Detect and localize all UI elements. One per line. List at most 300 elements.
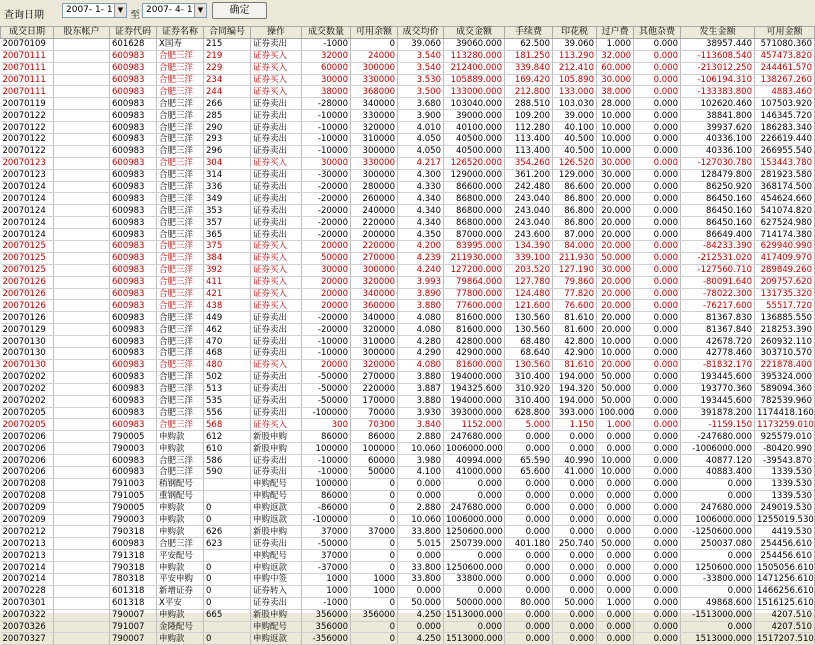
table-cell: 600983 [110,145,157,157]
table-cell: 0 [204,597,251,609]
table-row[interactable] [1,490,815,502]
table-cell: 0.000 [634,181,681,193]
table-cell: 0.000 [553,431,597,443]
table-cell: 3.887 [398,383,444,395]
table-cell: 0.000 [634,407,681,419]
column-header[interactable]: 过户费 [597,27,634,39]
table-cell: 20070125 [1,241,54,253]
table-cell: 20070124 [1,193,54,205]
table-cell: 296 [204,145,251,157]
table-cell: 260932.110 [755,336,815,348]
table-cell: 4883.460 [755,86,815,98]
query-toolbar [0,0,814,24]
table-row[interactable] [1,241,815,253]
table-cell: 1173259.010 [755,419,815,431]
table-cell: 合肥三洋 [157,312,204,324]
table-cell [54,145,110,157]
table-cell: 4.100 [398,466,444,478]
table-cell: 3.540 [398,62,444,74]
table-cell: 1513000.000 [444,633,505,645]
table-row[interactable] [1,50,815,62]
table-cell: 384 [204,252,251,264]
table-cell: 0.000 [634,241,681,253]
table-cell: 20070130 [1,359,54,371]
table-cell: 127.190 [553,264,597,276]
table-cell: 193770.360 [681,383,755,395]
table-cell: 20070124 [1,229,54,241]
table-row[interactable] [1,383,815,395]
table-cell: 0 [204,562,251,574]
table-cell: 0.000 [553,573,597,585]
table-cell: 234 [204,74,251,86]
table-cell: 合肥三洋 [157,407,204,419]
table-cell: 0.000 [505,633,553,645]
table-cell: 600983 [110,110,157,122]
table-cell: 42678.720 [681,336,755,348]
table-cell: -50000 [302,538,351,550]
table-cell: 申购配号 [251,478,302,490]
table-cell: 3.530 [398,74,444,86]
table-cell: 20070202 [1,395,54,407]
table-cell [54,181,110,193]
table-cell: 81.610 [553,359,597,371]
table-cell: 221878.400 [755,359,815,371]
table-row[interactable] [1,181,815,193]
table-cell: 77.820 [553,288,597,300]
table-cell: 600983 [110,86,157,98]
column-header[interactable]: 印花税 [553,27,597,39]
table-cell: 0 [351,538,398,550]
table-cell: 250037.080 [681,538,755,550]
table-cell: 457473.820 [755,50,815,62]
table-cell: 20070123 [1,157,54,169]
table-cell: X平安 [157,597,204,609]
table-cell: 600983 [110,348,157,360]
table-cell: 新股申购 [251,526,302,538]
table-cell: 250739.000 [444,538,505,550]
table-cell: 107503.920 [755,98,815,110]
table-cell [54,609,110,621]
table-row[interactable] [1,538,815,550]
column-header[interactable]: 合同编号 [204,27,251,39]
table-cell: 0.000 [634,110,681,122]
table-cell: 153443.780 [755,157,815,169]
table-cell: 336 [204,181,251,193]
table-row[interactable] [1,407,815,419]
table-cell: 0 [351,562,398,574]
table-cell: 791007 [110,621,157,633]
table-cell: 0.000 [634,229,681,241]
table-cell: 0 [204,502,251,514]
table-cell: 申购款 [157,514,204,526]
table-cell: 105889.000 [444,74,505,86]
table-cell: 0.000 [681,550,755,562]
table-row[interactable] [1,217,815,229]
table-row[interactable] [1,633,815,645]
table-row[interactable] [1,443,815,455]
table-cell: 0.000 [597,550,634,562]
table-cell: 113280.000 [444,50,505,62]
table-cell: 280000 [351,181,398,193]
table-cell: 申购配号 [251,490,302,502]
table-row[interactable] [1,371,815,383]
table-row[interactable] [1,466,815,478]
table-cell: 合肥三洋 [157,348,204,360]
table-row[interactable] [1,395,815,407]
table-cell: -1000 [302,38,351,50]
table-row[interactable] [1,157,815,169]
table-row[interactable] [1,419,815,431]
table-cell: 证券卖出 [251,395,302,407]
table-cell: -50000 [302,383,351,395]
end-date-picker[interactable] [142,3,207,18]
column-header[interactable]: 可用余额 [351,27,398,39]
table-cell: 600983 [110,288,157,300]
table-cell: 129000.000 [444,169,505,181]
table-cell: 0.000 [634,38,681,50]
table-cell: 合肥三洋 [157,110,204,122]
table-row[interactable] [1,134,815,146]
table-cell: -212531.020 [681,252,755,264]
table-row[interactable] [1,312,815,324]
table-cell: 112.280 [505,122,553,134]
table-cell: 247680.000 [444,431,505,443]
table-cell: 证券卖出 [251,538,302,550]
table-cell: 300000 [351,348,398,360]
table-cell: 4.250 [398,609,444,621]
table-cell: 证券买入 [251,241,302,253]
table-cell: 10.000 [597,466,634,478]
table-cell: 0 [351,38,398,50]
table-cell [54,300,110,312]
table-cell: 0.000 [553,514,597,526]
table-row[interactable] [1,609,815,621]
table-row[interactable] [1,597,815,609]
table-cell: 0.000 [597,490,634,502]
column-header[interactable]: 成交金额 [444,27,505,39]
table-cell: 3.930 [398,407,444,419]
table-row[interactable] [1,348,815,360]
table-cell: 0.000 [634,431,681,443]
table-cell: -100000 [302,514,351,526]
table-cell: 33.800 [398,573,444,585]
table-cell: 0.000 [505,490,553,502]
table-cell: 合肥三洋 [157,241,204,253]
table-cell: 76.600 [553,300,597,312]
table-cell: 平安配号 [157,550,204,562]
table-cell: 3.880 [398,395,444,407]
table-cell: 421 [204,288,251,300]
table-cell: 215 [204,38,251,50]
table-cell: 211.930 [553,252,597,264]
table-row[interactable] [1,98,815,110]
table-cell: 0.000 [634,348,681,360]
table-cell [54,550,110,562]
table-cell: 0.000 [505,585,553,597]
table-row[interactable] [1,431,815,443]
table-cell: 368000 [351,86,398,98]
table-cell: 102620.460 [681,98,755,110]
table-cell: 665 [204,609,251,621]
column-header[interactable]: 发生金额 [681,27,755,39]
table-cell: 601318 [110,585,157,597]
table-cell: 454624.660 [755,193,815,205]
table-cell: 证券卖出 [251,348,302,360]
table-cell: 4.080 [398,359,444,371]
trade-history-table[interactable] [0,26,814,644]
start-date-picker[interactable] [62,3,127,18]
table-cell: 791318 [110,550,157,562]
table-cell: 20.000 [597,229,634,241]
table-cell: 86000 [302,431,351,443]
table-cell: 3.840 [398,419,444,431]
column-header[interactable]: 成交均价 [398,27,444,39]
table-cell: 0.000 [505,526,553,538]
table-cell: -10000 [302,348,351,360]
table-cell: 合肥三洋 [157,169,204,181]
table-row[interactable] [1,193,815,205]
table-cell: 300 [302,419,351,431]
table-cell: 81.600 [553,324,597,336]
table-cell: -133383.800 [681,86,755,98]
table-cell [54,74,110,86]
table-cell: 330000 [351,157,398,169]
table-row[interactable] [1,169,815,181]
table-cell: 289849.260 [755,264,815,276]
table-cell: 41.000 [553,466,597,478]
table-cell: 20.000 [597,312,634,324]
table-row[interactable] [1,205,815,217]
table-cell: 3.680 [398,98,444,110]
table-cell: 42.800 [553,336,597,348]
table-cell: -39543.870 [755,455,815,467]
chevron-down-icon[interactable]: ▼ [114,4,126,17]
table-row[interactable] [1,526,815,538]
table-cell: 合肥三洋 [157,538,204,550]
table-cell: 合肥三洋 [157,217,204,229]
table-cell: 134.390 [505,241,553,253]
table-cell: 合肥三洋 [157,336,204,348]
table-cell: 39.000 [553,110,597,122]
table-cell: 50.000 [553,597,597,609]
table-cell: 129.000 [553,169,597,181]
table-cell: 30.000 [597,264,634,276]
table-row[interactable] [1,621,815,633]
table-cell: 0.000 [634,359,681,371]
table-cell: 600983 [110,419,157,431]
table-cell: 4.250 [398,633,444,645]
table-row[interactable] [1,276,815,288]
table-cell: 395324.000 [755,371,815,383]
table-cell: 39937.620 [681,122,755,134]
table-cell: 600983 [110,383,157,395]
table-row[interactable] [1,110,815,122]
table-cell: 86800.000 [444,205,505,217]
table-row[interactable] [1,562,815,574]
table-row[interactable] [1,74,815,86]
table-cell: 20070228 [1,585,54,597]
table-cell: 20070326 [1,621,54,633]
table-row[interactable] [1,252,815,264]
table-row[interactable] [1,300,815,312]
table-cell: -106194.310 [681,74,755,86]
table-cell: 600983 [110,395,157,407]
column-header[interactable]: 操作 [251,27,302,39]
table-row[interactable] [1,478,815,490]
table-cell: -127560.710 [681,264,755,276]
table-header-row [1,27,815,39]
table-cell: 3.993 [398,276,444,288]
column-header[interactable]: 手续费 [505,27,553,39]
table-cell: 193445.600 [681,371,755,383]
column-header[interactable]: 股东帐户 [54,27,110,39]
table-row[interactable] [1,288,815,300]
column-header[interactable]: 其他杂费 [634,27,681,39]
table-cell: 220000 [351,383,398,395]
table-cell: 393.000 [553,407,597,419]
table-cell: 86450.160 [681,205,755,217]
table-cell: 86.800 [553,205,597,217]
table-cell [54,134,110,146]
table-cell: X国寿 [157,38,204,50]
column-header[interactable]: 成交数量 [302,27,351,39]
table-cell [54,419,110,431]
table-cell: 申购返款 [251,562,302,574]
table-cell [54,466,110,478]
table-cell: 600983 [110,217,157,229]
table-cell: 130.560 [505,324,553,336]
table-row[interactable] [1,86,815,98]
table-cell: 1513000.000 [681,633,755,645]
table-cell: 86250.920 [681,181,755,193]
table-cell: -356000 [302,633,351,645]
table-cell: 600983 [110,371,157,383]
table-cell: 50000 [302,252,351,264]
table-cell: 600983 [110,193,157,205]
table-row[interactable] [1,145,815,157]
table-cell: 86000 [351,431,398,443]
table-cell: -20000 [302,205,351,217]
table-cell: 600983 [110,122,157,134]
table-cell: 1174418.160 [755,407,815,419]
table-row[interactable] [1,324,815,336]
confirm-button[interactable]: 确定 [212,2,267,19]
table-cell: 250.740 [553,538,597,550]
table-cell: -10000 [302,336,351,348]
table-cell: 合肥三洋 [157,74,204,86]
table-cell: 合肥三洋 [157,455,204,467]
table-cell: 20070206 [1,443,54,455]
table-cell: 合肥三洋 [157,122,204,134]
table-row[interactable] [1,502,815,514]
table-cell: 0.000 [634,502,681,514]
table-cell: 375 [204,241,251,253]
table-cell: 212.410 [553,62,597,74]
table-cell: -1250600.000 [681,526,755,538]
table-cell: 0.000 [553,550,597,562]
column-header[interactable]: 证券代码 [110,27,157,39]
table-cell: 4.350 [398,229,444,241]
table-cell: 4.239 [398,252,444,264]
table-cell: 0 [204,573,251,585]
table-cell: 600983 [110,264,157,276]
table-cell: 0.000 [681,478,755,490]
chevron-down-icon[interactable]: ▼ [194,4,206,17]
table-row[interactable] [1,573,815,585]
table-row[interactable] [1,336,815,348]
table-cell: 20070205 [1,419,54,431]
table-cell: 610 [204,443,251,455]
table-row[interactable] [1,455,815,467]
table-cell: 证券买入 [251,264,302,276]
table-cell [54,621,110,633]
table-cell: -113608.540 [681,50,755,62]
table-row[interactable] [1,585,815,597]
table-cell: 0.000 [398,478,444,490]
column-header[interactable]: 可用金额 [755,27,815,39]
table-row[interactable] [1,229,815,241]
table-cell: 申购返款 [251,502,302,514]
table-cell: 86649.400 [681,229,755,241]
table-cell: -37000 [302,562,351,574]
table-cell: 0.000 [597,443,634,455]
table-cell: 20070125 [1,252,54,264]
table-cell: 100000 [351,443,398,455]
table-cell: 113.400 [505,145,553,157]
table-row[interactable] [1,359,815,371]
table-cell: 0.000 [681,585,755,597]
table-cell: 626 [204,526,251,538]
table-cell: 0.000 [634,383,681,395]
table-cell: 证券卖出 [251,455,302,467]
table-row[interactable] [1,264,815,276]
table-cell: 629940.990 [755,241,815,253]
table-cell: 127200.000 [444,264,505,276]
table-cell: 86.800 [553,217,597,229]
table-cell: 20.000 [597,300,634,312]
table-cell: 340000 [351,312,398,324]
table-cell: 254456.610 [755,538,815,550]
table-cell: 86800.000 [444,217,505,229]
column-header[interactable]: 证券名称 [157,27,204,39]
table-cell: 417409.970 [755,252,815,264]
table-cell: 40.500 [553,145,597,157]
table-cell: 1250600.000 [444,526,505,538]
table-row[interactable] [1,38,815,50]
table-cell: 356000 [351,609,398,621]
table-row[interactable] [1,514,815,526]
table-cell: 81.610 [553,312,597,324]
table-cell: 1505056.610 [755,562,815,574]
table-cell: 28.000 [597,98,634,110]
table-cell: 266 [204,98,251,110]
table-cell: 304 [204,157,251,169]
table-cell: 4207.510 [755,609,815,621]
column-header[interactable]: 成交日期 [1,27,54,39]
table-cell: -247680.000 [681,431,755,443]
table-cell [54,217,110,229]
table-cell: 20070124 [1,181,54,193]
table-row[interactable] [1,62,815,74]
table-cell: 4.340 [398,193,444,205]
table-row[interactable] [1,122,815,134]
table-cell: 49868.600 [681,597,755,609]
table-cell: -50000 [302,395,351,407]
table-cell: 20070111 [1,62,54,74]
table-cell: 600983 [110,157,157,169]
table-row[interactable] [1,550,815,562]
table-cell: 0.000 [681,490,755,502]
